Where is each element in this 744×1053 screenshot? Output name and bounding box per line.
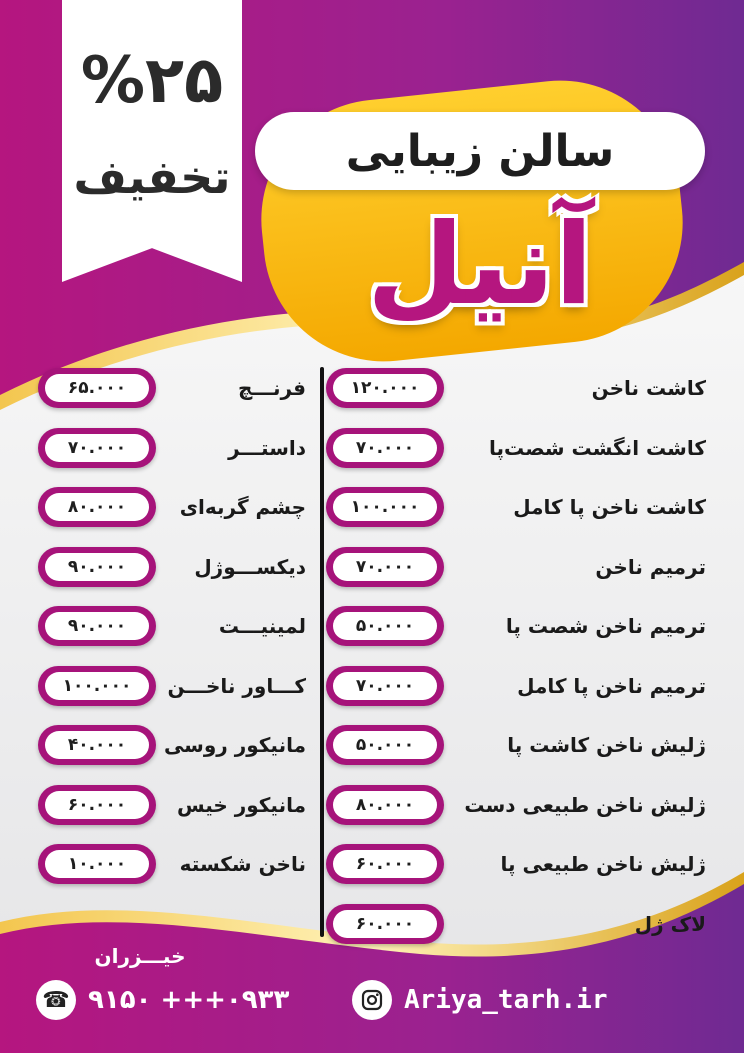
- phone-icon: ☎: [36, 980, 76, 1020]
- service-name: فرنـــچ: [238, 376, 306, 400]
- price-pill: [326, 368, 444, 408]
- service-name: ژلیش ناخن کاشت پا: [507, 733, 706, 757]
- price-pill: [38, 487, 156, 527]
- service-name: داستـــر: [228, 435, 306, 460]
- salon-name: آنیل: [366, 200, 594, 330]
- price-value: ۶۰.۰۰۰: [333, 850, 437, 878]
- service-name: ژلیش ناخن طبیعی پا: [500, 852, 706, 876]
- service-name: کاشت انگشت شصت‌پا: [489, 435, 706, 460]
- price-pill: [38, 606, 156, 646]
- price-value: ۶۵.۰۰۰: [45, 374, 149, 402]
- price-value: ۸۰.۰۰۰: [45, 493, 149, 521]
- service-name: مانیکور خیس: [176, 792, 306, 817]
- discount-tag: [62, 0, 242, 282]
- price-value: ۶۰.۰۰۰: [333, 910, 437, 938]
- price-pill: [38, 844, 156, 884]
- price-pill: [326, 487, 444, 527]
- price-value: ۷۰.۰۰۰: [45, 434, 149, 462]
- phone-number[interactable]: ۹۱۵۰ +++۰۹۳۳: [88, 985, 290, 1015]
- price-pill: [326, 785, 444, 825]
- price-value: ۹۰.۰۰۰: [45, 553, 149, 581]
- price-pill: [326, 428, 444, 468]
- price-value: ۵۰.۰۰۰: [333, 731, 437, 759]
- price-value: ۵۰.۰۰۰: [333, 612, 437, 640]
- service-name: مانیکور روسی: [163, 733, 306, 757]
- service-name: ترمیم ناخن: [595, 554, 706, 579]
- service-name: کـــاور ناخـــن: [167, 673, 306, 698]
- price-value: ۷۰.۰۰۰: [333, 672, 437, 700]
- price-value: ۶۰.۰۰۰: [45, 791, 149, 819]
- price-pill: [326, 904, 444, 944]
- price-value: ۷۰.۰۰۰: [333, 553, 437, 581]
- price-value: ۸۰.۰۰۰: [333, 791, 437, 819]
- price-pill: [326, 844, 444, 884]
- price-value: ۷۰.۰۰۰: [333, 434, 437, 462]
- price-pill: [38, 785, 156, 825]
- service-name: چشم گربه‌ای: [179, 495, 306, 519]
- price-value: ۱۰۰.۰۰۰: [333, 493, 437, 521]
- price-value: ۴۰.۰۰۰: [45, 731, 149, 759]
- service-name: ترمیم ناخن شصت پا: [505, 614, 706, 638]
- price-pill: [38, 725, 156, 765]
- price-value: ۱۰۰.۰۰۰: [45, 672, 149, 700]
- service-name: لمینیـــت: [218, 614, 306, 638]
- salon-subtitle: سالن زیبایی: [255, 112, 705, 190]
- price-pill: [38, 547, 156, 587]
- instagram-handle[interactable]: Ariya_tarh.ir: [404, 985, 608, 1015]
- price-value: ۱۰.۰۰۰: [45, 850, 149, 878]
- price-value: ۱۲۰.۰۰۰: [333, 374, 437, 402]
- discount-label: تخفیف: [73, 150, 231, 204]
- price-pill: [326, 666, 444, 706]
- service-name: کاشت ناخن: [591, 376, 706, 400]
- price-pill: [326, 547, 444, 587]
- price-value: ۹۰.۰۰۰: [45, 612, 149, 640]
- service-name: کاشت ناخن پا کامل: [513, 495, 706, 519]
- price-pill: [326, 606, 444, 646]
- service-name: ترمیم ناخن پا کامل: [517, 673, 706, 698]
- price-pill: [326, 725, 444, 765]
- discount-percent: %۲۵: [80, 44, 224, 118]
- price-pill: [38, 368, 156, 408]
- city-label: خیـــزران: [94, 944, 186, 968]
- service-name: دیکســـوژل: [194, 554, 306, 579]
- service-name: لاک ژل: [634, 911, 706, 936]
- service-name: ناخن شکسته: [179, 852, 306, 876]
- column-divider: [320, 367, 324, 937]
- instagram-icon: [352, 980, 392, 1020]
- service-name: ژلیش ناخن طبیعی دست: [464, 792, 706, 817]
- price-pill: [38, 666, 156, 706]
- price-pill: [38, 428, 156, 468]
